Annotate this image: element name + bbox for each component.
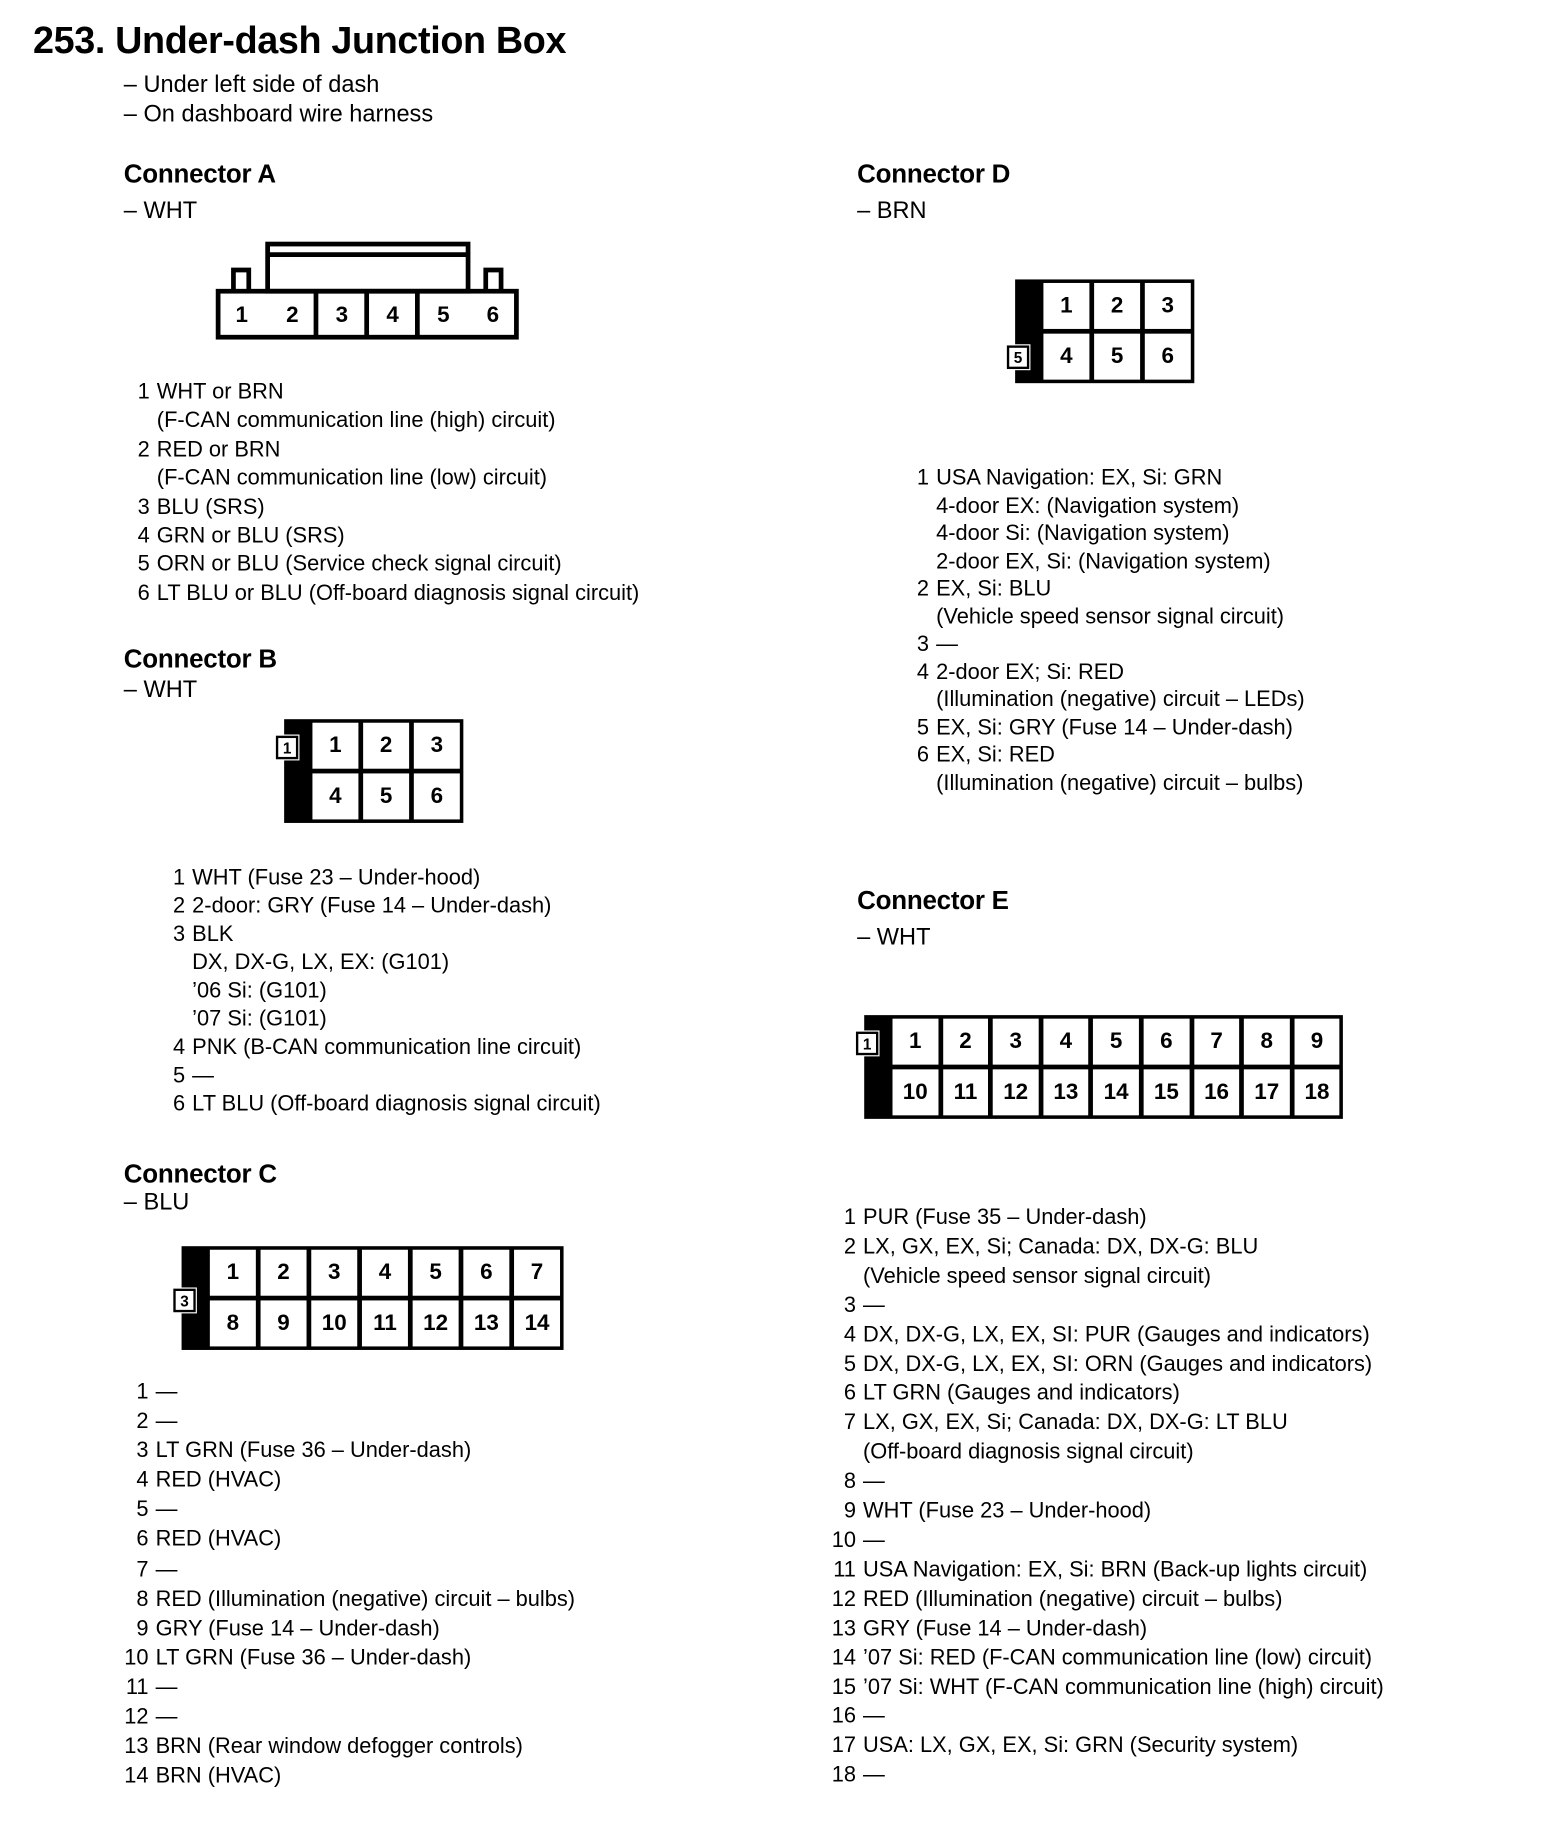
pin-number: 4: [172, 1033, 186, 1059]
pin-description: DX, DX-G, LX, EX: (G101): [192, 949, 450, 974]
pin-number: 14: [831, 1644, 856, 1669]
connector-b-pin-list: [159, 863, 601, 1118]
pin-description: —: [155, 1674, 178, 1699]
pin-cell: 1: [235, 301, 248, 327]
pin-entry: [124, 377, 639, 435]
connector-c-diagram: [182, 1246, 564, 1350]
pin-cell: 11: [362, 1300, 408, 1346]
pin-cell: 5: [437, 301, 450, 327]
pin-number: 9: [843, 1497, 856, 1523]
connector-e-diagram: [864, 1015, 1343, 1119]
pin-description: (F-CAN communication line (high) circuit): [156, 407, 556, 432]
pin-entry: [830, 1232, 1384, 1291]
pin-description: LT GRN (Fuse 36 – Under-dash): [155, 1644, 472, 1670]
pin-entry: [830, 1672, 1384, 1701]
pin-description: —: [863, 1468, 885, 1493]
pin-cell: 12: [993, 1069, 1039, 1115]
pin-description: 4-door EX: (Navigation system): [936, 492, 1240, 517]
pin-entry: [903, 574, 1305, 629]
pin-cell: 6: [463, 1250, 509, 1296]
pin-entry: [123, 1494, 575, 1524]
pin-cell: 8: [210, 1300, 256, 1346]
pin-cell: 18: [1294, 1069, 1340, 1115]
pin-entry: [830, 1203, 1384, 1232]
connector-key-label: 5: [1007, 345, 1029, 369]
pin-number: 2: [136, 1407, 149, 1433]
pin-cell: 3: [993, 1019, 1039, 1065]
pin-number: 12: [124, 1703, 149, 1729]
pin-entry: [124, 579, 639, 608]
pin-entry: [903, 740, 1305, 795]
pin-description: WHT (Fuse 23 – Under-hood): [192, 864, 481, 889]
pin-entry: [830, 1555, 1384, 1584]
connector-d-color: – BRN: [857, 198, 927, 225]
pin-cell: 4: [1043, 1019, 1089, 1065]
pin-cell: 9: [261, 1300, 307, 1346]
connector-d-heading: Connector D: [857, 159, 1011, 189]
connector-c-pin-list: [123, 1376, 575, 1790]
pin-entry: [830, 1584, 1384, 1613]
pin-cell: 3: [311, 1250, 357, 1296]
pin-cell: 13: [1043, 1069, 1089, 1115]
pin-description: WHT (Fuse 23 – Under-hood): [863, 1497, 1152, 1523]
pin-cell: 10: [311, 1300, 357, 1346]
connector-a-pin-list: [124, 377, 639, 607]
pin-number: 3: [137, 493, 150, 519]
pin-number: 9: [136, 1614, 149, 1640]
pin-cell: 1: [1043, 283, 1089, 329]
pin-entry: [159, 863, 601, 891]
pin-description: LT GRN (Gauges and indicators): [863, 1379, 1180, 1405]
pin-cell: 2: [286, 301, 299, 327]
pin-description: (Illumination (negative) circuit – LEDs): [936, 686, 1305, 711]
pin-entry: [123, 1613, 575, 1643]
pin-entry: [123, 1524, 575, 1554]
pin-number: 17: [831, 1732, 856, 1758]
pin-cell: 2: [261, 1250, 307, 1296]
connector-a-color: – WHT: [123, 198, 198, 225]
pin-description: —: [155, 1407, 178, 1433]
connector-b-color: – WHT: [123, 676, 198, 703]
pin-entry: [124, 435, 639, 493]
pin-description: WHT or BRN: [156, 378, 284, 404]
pin-entry: [830, 1467, 1384, 1496]
pin-cell: 5: [1094, 334, 1140, 380]
pin-number: 7: [136, 1555, 149, 1581]
pin-entry: [159, 1089, 601, 1117]
pin-entry: [123, 1583, 575, 1613]
pin-description: ’06 Si: (G101): [192, 977, 327, 1003]
pin-description: LX, GX, EX, Si; Canada: DX, DX-G: BLU: [863, 1233, 1259, 1258]
pin-cell: 1: [312, 723, 358, 769]
pin-description: RED (HVAC): [155, 1467, 282, 1492]
pin-cell: 6: [1144, 1019, 1190, 1065]
pin-entry: [903, 713, 1305, 741]
pin-number: 4: [916, 658, 930, 684]
pin-cell: 4: [312, 773, 358, 819]
pin-number: 18: [831, 1761, 856, 1787]
pin-description: (Off-board diagnosis signal circuit): [863, 1438, 1194, 1464]
pin-entry: [830, 1526, 1384, 1555]
pin-entry: [903, 630, 1305, 658]
pin-cell: 6: [414, 773, 460, 819]
pin-entry: [124, 492, 639, 521]
pin-number: 11: [125, 1674, 149, 1699]
pin-entry: [830, 1761, 1384, 1790]
pin-description: PUR (Fuse 35 – Under-dash): [863, 1203, 1147, 1229]
pin-entry: [830, 1379, 1384, 1408]
pin-cell: 10: [893, 1069, 939, 1115]
connector-e-heading: Connector E: [857, 885, 1009, 915]
pin-description: 4-door Si: (Navigation system): [936, 519, 1230, 545]
pin-cell: 5: [363, 773, 409, 819]
pin-cell: 2: [943, 1019, 989, 1065]
pin-entry: [123, 1553, 575, 1583]
pin-entry: [830, 1320, 1384, 1349]
pin-description: GRY (Fuse 14 – Under-dash): [863, 1614, 1148, 1640]
pin-number: 8: [843, 1468, 856, 1493]
pin-number: 5: [916, 713, 930, 739]
pin-description: (Vehicle speed sensor signal circuit): [863, 1262, 1211, 1288]
pin-description: (F-CAN communication line (low) circuit): [156, 464, 548, 490]
pin-cell: 9: [1294, 1019, 1340, 1065]
location-line: – Under left side of dash: [123, 71, 380, 98]
pin-number: 6: [916, 741, 930, 767]
pin-description: BLK: [192, 920, 234, 946]
pin-cell: 11: [943, 1069, 989, 1115]
pin-number: 3: [916, 630, 930, 656]
pin-number: 7: [843, 1409, 856, 1435]
pin-cell: 4: [1043, 334, 1089, 380]
pin-description: RED or BRN: [156, 436, 281, 461]
pin-entry: [123, 1435, 575, 1465]
pin-entry: [123, 1701, 575, 1731]
connector-a-heading: Connector A: [123, 159, 276, 189]
pin-number: 14: [124, 1762, 149, 1788]
pin-description: EX, Si: RED: [936, 741, 1055, 767]
pin-description: RED (HVAC): [155, 1526, 282, 1551]
pin-number: 6: [137, 579, 150, 605]
pin-description: —: [863, 1526, 885, 1552]
pin-number: 3: [136, 1437, 149, 1463]
pin-description: —: [155, 1378, 178, 1404]
pin-description: BLU (SRS): [156, 493, 265, 519]
pin-cell: 6: [1145, 334, 1191, 380]
pin-cell: 17: [1244, 1069, 1290, 1115]
pin-description: —: [936, 630, 958, 656]
pin-entry: [123, 1642, 575, 1672]
pin-entry: [903, 657, 1305, 712]
pin-entry: [830, 1731, 1384, 1760]
pin-number: 6: [843, 1379, 856, 1405]
pin-number: 4: [843, 1321, 856, 1346]
pin-description: USA Navigation: EX, Si: BRN (Back-up lights circuit): [863, 1556, 1368, 1581]
pin-entry: [123, 1672, 575, 1702]
pin-cell: 16: [1194, 1069, 1240, 1115]
pin-number: 16: [831, 1702, 856, 1728]
pin-cell: 1: [210, 1250, 256, 1296]
pin-cell: 14: [514, 1300, 560, 1346]
pin-number: 5: [843, 1350, 856, 1376]
pin-number: 4: [137, 522, 150, 548]
pin-number: 2: [916, 575, 930, 601]
pin-entry: [123, 1376, 575, 1406]
pin-cell: 4: [362, 1250, 408, 1296]
pin-description: BRN (HVAC): [155, 1762, 282, 1788]
pin-number: 4: [136, 1467, 149, 1492]
pin-entry: [159, 1033, 601, 1061]
pin-entry: [830, 1349, 1384, 1378]
pin-description: —: [155, 1496, 178, 1522]
pin-description: LT BLU (Off-board diagnosis signal circuit): [192, 1090, 601, 1116]
location-line: – On dashboard wire harness: [123, 101, 434, 128]
pin-number: 11: [833, 1556, 856, 1581]
pin-number: 5: [136, 1496, 149, 1522]
pin-description: LT BLU or BLU (Off-board diagnosis signal circuit): [156, 579, 640, 605]
pin-entry: [124, 550, 639, 579]
pin-description: BRN (Rear window defogger controls): [155, 1733, 523, 1759]
pin-entry: [124, 521, 639, 550]
pin-description: —: [155, 1703, 178, 1729]
pin-description: GRY (Fuse 14 – Under-dash): [155, 1614, 440, 1640]
pin-description: —: [155, 1555, 178, 1581]
pin-entry: [830, 1408, 1384, 1467]
pin-number: 12: [831, 1585, 856, 1611]
pin-entry: [830, 1643, 1384, 1672]
pin-number: 10: [124, 1644, 149, 1670]
connector-b-diagram: [284, 719, 463, 823]
connector-d-pin-list: [903, 463, 1305, 795]
connector-a-diagram: [0, 0, 590, 354]
pin-entry: [123, 1761, 575, 1791]
pin-entry: [830, 1496, 1384, 1525]
pin-description: RED (Illumination (negative) circuit – bulbs): [863, 1585, 1283, 1611]
connector-key-label: 3: [173, 1289, 195, 1313]
pin-cell: 14: [1093, 1069, 1139, 1115]
pin-description: PNK (B-CAN communication line circuit): [192, 1033, 582, 1059]
connector-b-heading: Connector B: [123, 643, 277, 674]
connector-c-color: – BLU: [123, 1189, 190, 1216]
pin-cell: 1: [893, 1019, 939, 1065]
pin-entry: [123, 1405, 575, 1435]
pin-entry: [830, 1291, 1384, 1320]
pin-number: 13: [831, 1614, 856, 1640]
pin-number: 1: [172, 864, 186, 889]
pin-entry: [830, 1702, 1384, 1731]
pin-entry: [830, 1614, 1384, 1643]
pin-number: 2: [137, 436, 150, 461]
pin-description: —: [863, 1702, 885, 1728]
pin-number: 1: [843, 1203, 856, 1229]
pin-description: ’07 Si: WHT (F-CAN communication line (high) circuit): [863, 1673, 1384, 1699]
connector-e-pin-list: [830, 1203, 1384, 1790]
pin-description: EX, Si: BLU: [936, 575, 1052, 601]
pin-description: EX, Si: GRY (Fuse 14 – Under-dash): [936, 713, 1293, 739]
pin-cell: 2: [363, 723, 409, 769]
connector-key-label: 1: [856, 1032, 878, 1056]
pin-description: GRN or BLU (SRS): [156, 522, 345, 548]
pin-cell: 3: [1145, 283, 1191, 329]
pin-description: LX, GX, EX, Si; Canada: DX, DX-G: LT BLU: [863, 1409, 1288, 1435]
pin-entry: [159, 920, 601, 1033]
pin-number: 6: [172, 1090, 186, 1116]
pin-cell: 7: [1194, 1019, 1240, 1065]
pin-cell: 3: [414, 723, 460, 769]
pin-cell: 7: [514, 1250, 560, 1296]
pin-description: ’07 Si: (G101): [192, 1005, 327, 1031]
pin-number: 6: [136, 1526, 149, 1551]
pin-description: DX, DX-G, LX, EX, SI: ORN (Gauges and indicators): [863, 1350, 1373, 1376]
pin-cell: 13: [463, 1300, 509, 1346]
pin-cell: 5: [1093, 1019, 1139, 1065]
pin-description: USA: LX, GX, EX, Si: GRN (Security system): [863, 1732, 1299, 1758]
pin-number: 1: [137, 378, 150, 404]
pin-entry: [903, 463, 1305, 574]
connector-e-color: – WHT: [857, 924, 931, 951]
pin-entry: [159, 1061, 601, 1089]
pin-number: 5: [172, 1062, 186, 1088]
pin-entry: [159, 891, 601, 919]
connector-d-diagram: [1015, 279, 1194, 383]
pin-number: 3: [843, 1291, 856, 1317]
connector-c-heading: Connector C: [123, 1158, 277, 1189]
pin-description: USA Navigation: EX, Si: GRN: [936, 464, 1223, 490]
pin-description: 2-door: GRY (Fuse 14 – Under-dash): [192, 892, 552, 918]
pin-description: DX, DX-G, LX, EX, SI: PUR (Gauges and indicators): [863, 1321, 1370, 1346]
pin-description: ’07 Si: RED (F-CAN communication line (low) circuit): [863, 1644, 1373, 1669]
pin-description: RED (Illumination (negative) circuit – bulbs): [155, 1585, 576, 1611]
pin-description: (Illumination (negative) circuit – bulbs): [936, 769, 1304, 795]
pin-number: 15: [831, 1673, 856, 1699]
pin-number: 5: [137, 551, 150, 576]
pin-description: ORN or BLU (Service check signal circuit): [156, 551, 562, 576]
pin-cell: 2: [1094, 283, 1140, 329]
pin-number: 1: [136, 1378, 149, 1404]
pin-description: —: [863, 1291, 885, 1317]
pin-description: —: [863, 1761, 885, 1787]
pin-number: 3: [172, 920, 186, 946]
pin-number: 2: [172, 892, 186, 918]
pin-number: 8: [136, 1585, 149, 1611]
pin-cell: 15: [1144, 1069, 1190, 1115]
page-title: 253. Under-dash Junction Box: [33, 18, 567, 62]
pin-cell: 8: [1244, 1019, 1290, 1065]
pin-description: —: [192, 1062, 214, 1088]
pin-number: 2: [843, 1233, 856, 1258]
pin-cell: 12: [413, 1300, 459, 1346]
pin-cell: 3: [335, 301, 349, 327]
connector-key-label: 1: [276, 736, 298, 760]
pin-number: 13: [124, 1733, 149, 1759]
pin-number: 10: [831, 1526, 856, 1552]
pin-number: 1: [916, 464, 930, 490]
pin-cell: 6: [486, 301, 500, 327]
pin-description: 2-door EX, Si: (Navigation system): [936, 547, 1271, 573]
pin-description: 2-door EX; Si: RED: [936, 658, 1125, 684]
pin-cell: 4: [386, 301, 399, 327]
pin-entry: [123, 1465, 575, 1495]
pin-description: LT GRN (Fuse 36 – Under-dash): [155, 1437, 472, 1463]
pin-description: (Vehicle speed sensor signal circuit): [936, 603, 1285, 628]
pin-cell: 5: [413, 1250, 459, 1296]
pin-entry: [123, 1731, 575, 1761]
